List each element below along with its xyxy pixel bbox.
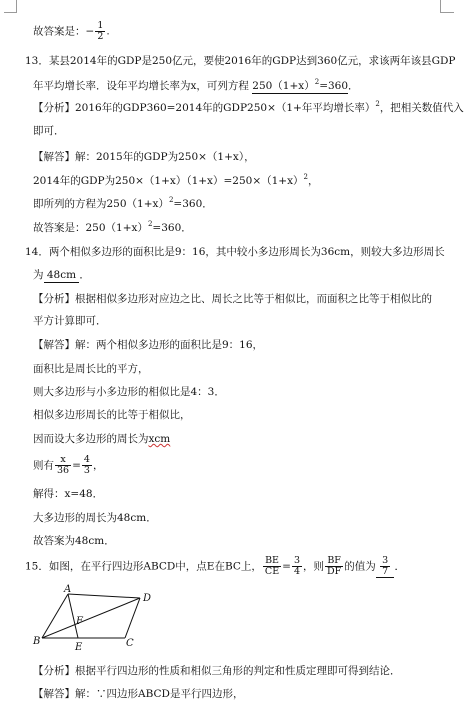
q14-solution-line8: 大多边形的周长为48cm． (33, 512, 157, 524)
q15-analysis-line1: 【分析】根据平行四边形的性质和相似三角形的判定和性质定理即可得到结论． (33, 665, 401, 677)
q13-stem-line1: 13．某县2014年的GDP是250亿元，要使2016年的GDP达到360亿元，求该两年该县GDP (25, 55, 456, 67)
q14-stem-line2: 为 48cm ． (33, 269, 90, 281)
q14-analysis-line1: 【分析】根据相似多边形对应边之比、周长之比等于相似比，而面积之比等于相似比的 (33, 293, 432, 305)
q15-stem-line1: 15．如图，在平行四边形ABCD中，点E在BC上， $\frac{BE}{CE}$ = $\frac{3}{4}$ ，则 $\frac{BF}{DF}$ 的值为 $\frac{3}{7}$ ． (25, 555, 405, 577)
label-e: E (75, 642, 83, 653)
q14-stem-line1: 14．两个相似多边形的面积比是9：16，其中较小多边形周长为36cm，则较大多边形周长 (25, 246, 445, 258)
fraction-4-over-3: $\frac{4}{3}$ (83, 454, 90, 476)
parallelogram-figure (30, 582, 170, 654)
q14-solution-line3: 则大多边形与小多边形的相似比是4：3． (33, 386, 225, 398)
q14-solution-line2: 面积比是周长比的平方， (33, 363, 149, 375)
fraction-bf-over-df: $\frac{BF}{DF}$ (327, 555, 342, 577)
q13-stem-line2: 年平均增长率．设年平均增长率为x，可列方程 $250(1+x)^2=360$． (33, 78, 359, 92)
q14-solution-line6: 则有 $\frac{x}{36}$ = $\frac{4}{3}$ ， (33, 454, 104, 476)
segment-dc (125, 598, 140, 638)
label-c: C (126, 638, 134, 649)
q15-answer-blank (376, 556, 395, 578)
q13-solution-line2: 2014年的GDP为$250\times(1+x)(1+x)=250\times(1+x)^2$， (33, 173, 319, 187)
page-corner-mark-left-h (4, 12, 17, 13)
q13-analysis-line2: 即可． (33, 125, 65, 137)
q14-solution-line4: 相似多边形周长的比等于相似比， (33, 409, 191, 421)
q15-solution-line1: 【解答】解：∵四边形ABCD是平行四边形， (33, 688, 244, 700)
fraction-3-over-7: $\frac{3}{7}$ (382, 555, 389, 577)
q14-analysis-line2: 平方计算即可． (33, 315, 107, 327)
fraction-be-over-ce: $\frac{BE}{CE}$ (264, 555, 280, 577)
fraction-x-over-36: $\frac{x}{36}$ (57, 454, 70, 476)
fraction-3-over-4: $\frac{3}{4}$ (293, 555, 300, 577)
q14-final-answer: 故答案为48cm． (33, 535, 115, 547)
q13-solution-line1: 【解答】解：2015年的GDP为250×（1+x）， (33, 151, 255, 163)
label-b: B (33, 636, 41, 647)
previous-answer-line: 故答案是：− $\frac{1}{2}$ . (33, 20, 110, 42)
q14-solution-line1: 【解答】解：两个相似多边形的面积比是9：16， (33, 339, 264, 351)
q14-solution-line7: 解得：x=48． (33, 488, 104, 500)
label-d: D (143, 593, 152, 604)
page-corner-mark-right-h (440, 12, 454, 13)
page-corner-mark-right (440, 0, 441, 12)
fraction-one-half: $\frac{1}{2}$ (97, 20, 104, 42)
q13-solution-line3: 即所列的方程为$250(1+x)^2=360$． (33, 196, 213, 210)
page-corner-mark-left (16, 0, 17, 12)
q13-final-answer: 故答案是：$250(1+x)^2=360$． (33, 220, 192, 234)
label-a: A (64, 584, 72, 595)
segment-ad (68, 594, 140, 598)
q14-solution-line5: 因而设大多边形的周长为xcm (33, 433, 171, 445)
label-f: F (76, 616, 83, 627)
q13-answer-blank: $250(1+x)^2=360$ (252, 78, 349, 92)
segment-ab (42, 594, 68, 638)
q13-analysis-line1: 【分析】2016年的GDP360=2014年的GDP250×（1+年平均增长率）$^2$，把相关数值代入 (33, 100, 464, 114)
q14-answer-blank: 48cm (44, 269, 80, 283)
segment-bd (42, 598, 140, 638)
